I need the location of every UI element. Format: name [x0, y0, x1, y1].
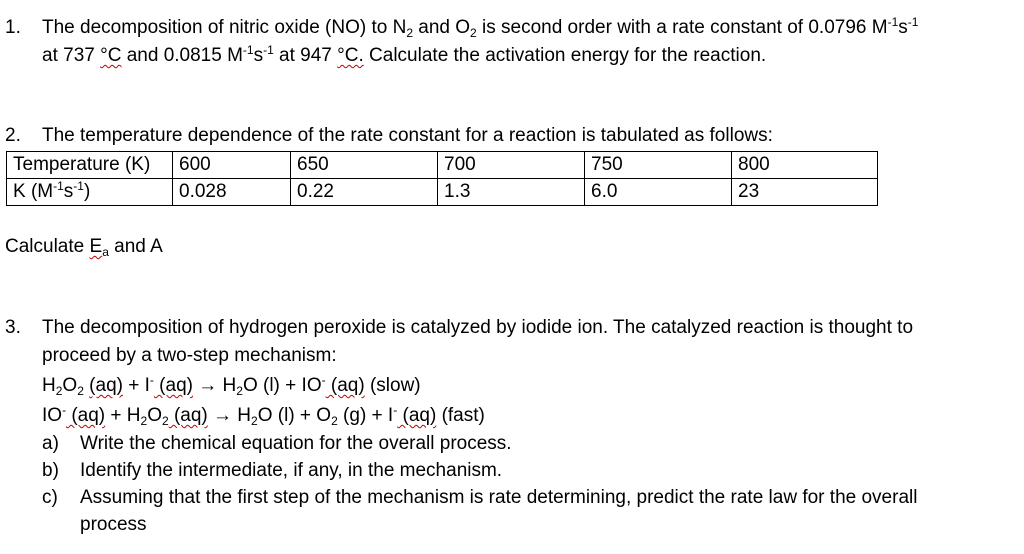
q1-line-1	[42, 17, 918, 39]
q1-text: at 737	[42, 45, 101, 66]
formula-text: → H	[192, 375, 237, 396]
q1-text: and 0.0815 M	[121, 45, 243, 66]
subscript: 2	[251, 414, 258, 428]
subscript: 2	[406, 26, 413, 40]
table-cell: 1.3	[438, 179, 585, 206]
q2-calculate	[5, 236, 163, 258]
formula-text: H	[42, 375, 56, 396]
q2-number: 2.	[5, 125, 21, 146]
table-row-k	[7, 179, 878, 206]
superscript: -1	[907, 15, 919, 29]
part-c-label: c)	[42, 487, 58, 508]
table-cell: 600	[173, 152, 291, 179]
superscript: -1	[242, 43, 254, 57]
q1-line-2	[42, 45, 766, 67]
table-cell: 700	[438, 152, 585, 179]
activation-energy-symbol	[90, 236, 109, 257]
state-aq: (aq)	[66, 405, 106, 426]
mechanism-step-1	[42, 375, 421, 397]
subscript: 2	[236, 384, 243, 398]
q1-text: The decomposition of nitric oxide (NO) to N	[42, 17, 407, 38]
subscript: 2	[470, 26, 477, 40]
table-header-k	[7, 179, 173, 206]
mechanism-step-2	[42, 405, 485, 427]
table-cell: 750	[585, 152, 732, 179]
step-rate-label: (slow)	[364, 375, 421, 396]
unit: s	[253, 45, 264, 66]
formula-text: IO	[42, 405, 63, 426]
table-cell: 650	[291, 152, 438, 179]
formula-text: → H	[207, 405, 252, 426]
q1-text: at 947	[273, 45, 338, 66]
header-text: K (M	[13, 181, 54, 202]
formula-text: + I	[122, 375, 150, 396]
formula-text: + H	[105, 405, 141, 426]
table-cell: 23	[732, 179, 878, 206]
part-b-label: b)	[42, 460, 59, 481]
formula-text: O (l) + O	[257, 405, 332, 426]
formula-text: (g) + I	[337, 405, 394, 426]
table-cell: 0.22	[291, 179, 438, 206]
q2-text: Calculate	[5, 236, 90, 257]
header-text: )	[83, 181, 91, 202]
part-a-text: Write the chemical equation for the overall process.	[80, 433, 512, 454]
part-c-text: Assuming that the first step of the mechanism is rate determining, predict the rate law for the overall	[80, 487, 918, 508]
state-aq: (aq)	[168, 405, 208, 426]
formula-text: O (l) + IO	[242, 375, 322, 396]
formula-text: O	[62, 375, 78, 396]
q1-text: Calculate the activation energy for the reaction.	[363, 45, 767, 66]
part-b-text: Identify the intermediate, if any, in the mechanism.	[80, 460, 503, 481]
formula-text: O	[147, 405, 162, 426]
q1-text: is second order with a rate constant of 0.0796 M	[476, 17, 888, 38]
subscript: 2	[55, 384, 63, 398]
subscript: 2	[77, 384, 84, 398]
subscript: 2	[161, 414, 169, 428]
q3-line-2: proceed by a two-step mechanism:	[42, 345, 337, 366]
degree-celsius: °C	[100, 45, 122, 66]
q3-line-1: The decomposition of hydrogen peroxide is catalyzed by iodide ion. The catalyzed reaction is thought to	[42, 317, 914, 338]
q2-text: and A	[108, 236, 163, 257]
superscript: -1	[53, 179, 64, 193]
state-aq: (aq)	[325, 375, 365, 396]
state-aq: (aq)	[397, 405, 437, 426]
part-a-label: a)	[42, 433, 59, 454]
table-row-temperature	[7, 152, 878, 179]
superscript: -1	[73, 179, 84, 193]
superscript: -	[149, 373, 154, 387]
header-text: s	[63, 181, 74, 202]
superscript: -	[321, 373, 326, 387]
degree-celsius: °C.	[337, 45, 364, 66]
table-header-temperature: Temperature (K)	[7, 152, 173, 179]
part-c-continued: process	[80, 514, 147, 535]
superscript: -	[393, 403, 398, 417]
symbol-e: E	[89, 236, 103, 257]
q1-number: 1.	[5, 17, 21, 38]
superscript: -1	[887, 15, 899, 29]
q3-number: 3.	[5, 317, 21, 338]
subscript: 2	[140, 414, 148, 428]
subscript: 2	[331, 414, 338, 428]
unit: s	[898, 17, 908, 38]
table-cell: 0.028	[173, 179, 291, 206]
q1-text: and O	[413, 17, 471, 38]
superscript: -	[62, 403, 67, 417]
table-cell: 800	[732, 152, 878, 179]
subscript: a	[102, 245, 109, 259]
step-rate-label: (fast)	[436, 405, 485, 426]
table-cell: 6.0	[585, 179, 732, 206]
state-aq: (aq)	[153, 375, 193, 396]
superscript: -1	[263, 43, 274, 57]
q2-text: The temperature dependence of the rate constant for a reaction is tabulated as follows:	[42, 125, 773, 146]
state-aq: (aq)	[89, 375, 123, 396]
rate-constant-table	[6, 151, 878, 206]
